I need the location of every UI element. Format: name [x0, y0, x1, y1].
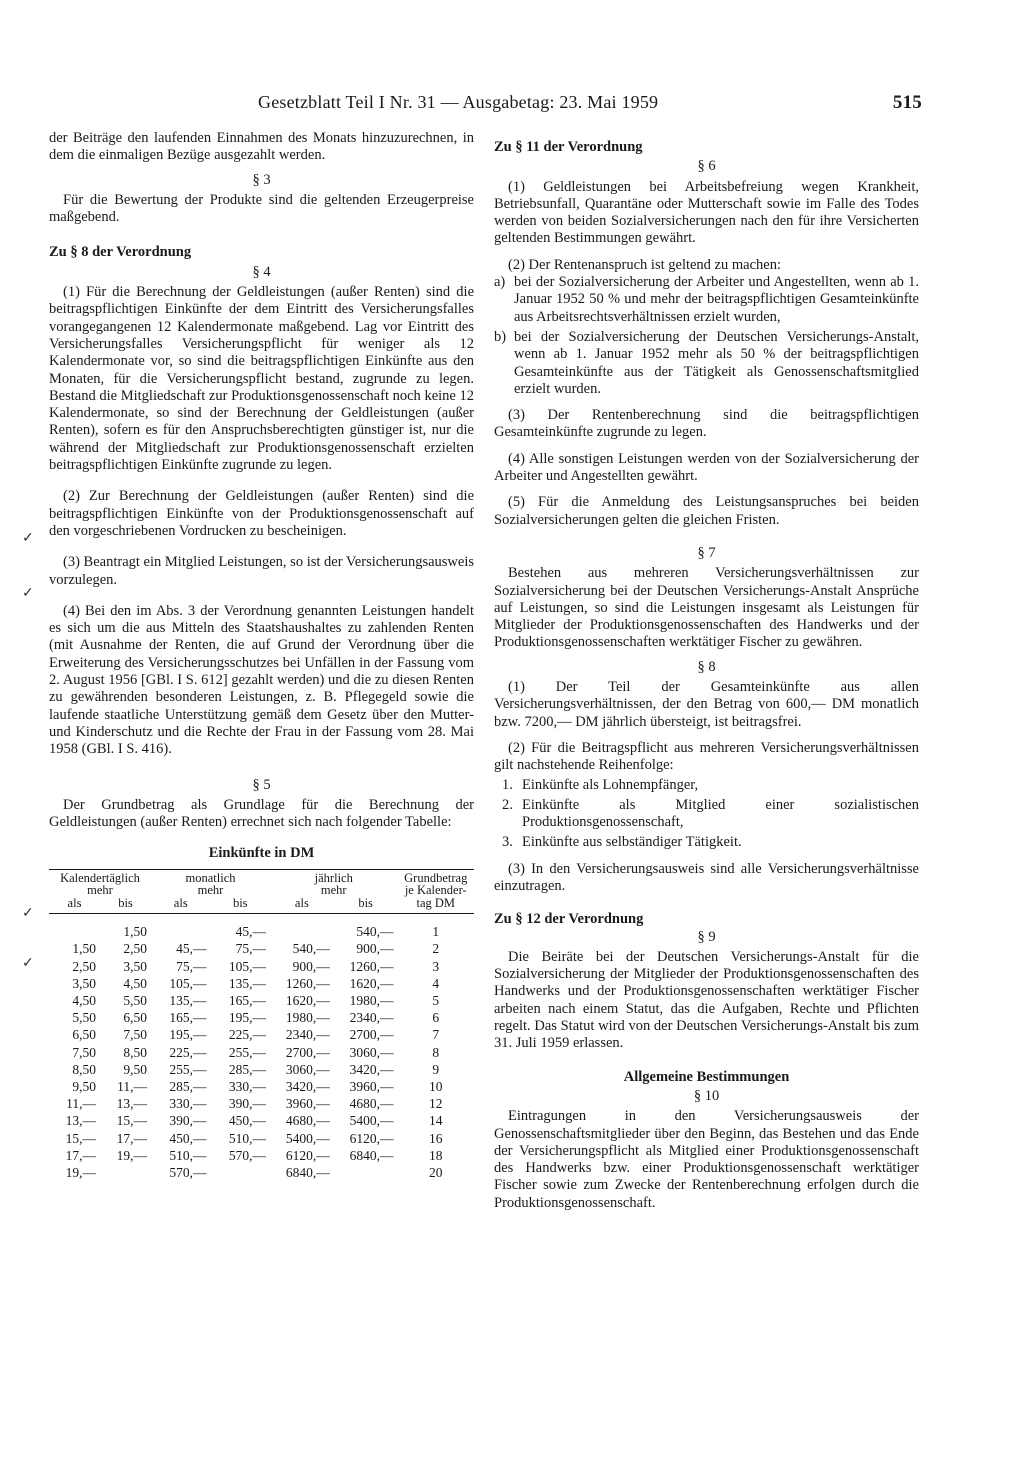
section-9-title: § 9 [697, 928, 716, 945]
table-cell: 75,— [235, 941, 266, 957]
table-cell: 1,50 [72, 941, 96, 957]
table-cell: 195,— [169, 1027, 207, 1043]
table-cell: 1980,— [349, 993, 394, 1008]
table-cell: 3060,— [349, 1044, 394, 1060]
table-cell: 4680,— [349, 1096, 394, 1112]
margin-tick-mark: ✓ [22, 956, 34, 971]
table-cell [211, 1164, 271, 1181]
table-cell: 14 [429, 1113, 443, 1129]
list-item-3 [502, 834, 919, 851]
table-cell: 1,50 [123, 924, 147, 940]
section-5-title: § 5 [252, 776, 271, 793]
section-3-title: § 3 [252, 171, 271, 188]
section-7-text: Bestehen aus mehreren Versicherungsverhältnissen zur Sozialversicherung bei der Deutschen Versicherungs-Anstalt Ansprüche auf Leistungen, so sind die Leistungen insgesamt als Leistungen für Mitglieder der Produktionsgenossenschaften des Handwerks und der Produktionsgenossenschaften werktätiger Fischer zu gewähren. [494, 565, 919, 651]
margin-tick-mark: ✓ [22, 586, 34, 601]
list-item-2 [502, 797, 919, 832]
table-cell: 19,— [65, 1165, 96, 1181]
table-cell: 6840,— [285, 1165, 330, 1181]
list-text: bei der Sozialversicherung der Arbeiter und Angestellten, wenn ab 1. Januar 1952 50 % und mehr der beitragspflichtigen Gesamteinkünfte aus Arbeitsrechtsverhältnissen erzielt wurden, [514, 274, 919, 325]
table-cell: 15,— [116, 1113, 147, 1129]
table-cell: 330,— [228, 1079, 266, 1095]
paragraph-intro: der Beiträge den laufenden Einnahmen des Monats hinzuzurechnen, in dem die einmaligen Bezüge ausgezahlt werden. [49, 130, 474, 164]
table-cell: 285,— [228, 1061, 266, 1077]
section-6-para-2: (2) Der Rentenanspruch ist geltend zu machen: [508, 256, 781, 273]
table-cell: 2700,— [349, 1027, 394, 1043]
table-cell: 1 [432, 924, 440, 940]
table-cell: 105,— [228, 958, 266, 974]
list-text: bei der Sozialversicherung der Deutschen Versicherungs-Anstalt, wenn ab 1. Januar 1952 mehr als 50 % der beitragspflichtigen Gesamteinkünfte aus der Tätigkeit als Genossenschaftsmitglied erzielt wurden. [514, 328, 919, 397]
table-cell: 7 [432, 1027, 440, 1043]
table-cell: 5400,— [285, 1130, 330, 1146]
income-table [49, 869, 474, 1182]
left-column [49, 130, 474, 1181]
table-cell: 3,50 [123, 958, 147, 974]
table-cell: 1260,— [349, 958, 394, 974]
table-cell: 165,— [169, 1010, 207, 1026]
table-cell: 2340,— [285, 1027, 330, 1043]
table-cell: 390,— [228, 1096, 266, 1112]
table-cell: 11,— [66, 1096, 96, 1112]
table-cell: 10 [429, 1079, 443, 1095]
col-header-grundbetrag: Grundbetrag je Kalender- tag DM [398, 869, 475, 914]
subheader-bis: bis [334, 897, 398, 914]
table-cell [151, 914, 211, 941]
table-cell: 5400,— [349, 1113, 394, 1129]
table-cell: 900,— [292, 958, 330, 974]
heading-allgemeine-bestimmungen: Allgemeine Bestimmungen [623, 1068, 790, 1085]
table-cell: 165,— [228, 993, 266, 1008]
margin-tick-mark: ✓ [22, 531, 34, 546]
list-label: 2. [502, 796, 513, 813]
table-cell: 18 [429, 1147, 443, 1163]
table-row [49, 1026, 474, 1043]
table-row [49, 1112, 474, 1129]
table-cell: 1620,— [349, 975, 394, 991]
table-cell: 5 [432, 993, 440, 1008]
list-text: Einkünfte aus selbständiger Tätigkeit. [522, 834, 742, 851]
table-cell: 4 [432, 975, 440, 991]
table-cell: 510,— [228, 1130, 266, 1146]
table-cell: 11,— [117, 1079, 147, 1095]
table-cell: 9 [432, 1061, 440, 1077]
section-4-para-4: (4) Bei den im Abs. 3 der Verordnung genannten Leistungen handelt es sich um die aus Mitteln des Staatshaushaltes zu zahlenden Renten (mit Ausnahme der Renten, die auf Grund der Verordnung über die Erweiterung des Versicherungsschutzes bei Unfällen in der Fassung vom 2. August 1956 [GBl. I S. 612] gezahlt werden) und die zu diesen Renten zu gewährenden besonderen Leistungen, z. B. Pflegegeld sowie die laufende staatliche Unterstützung gemäß dem Gesetz über den Mutter- und Kinderschutz und die Rechte der Frau in der Fassung vom 28. Mai 1958 (GBl. I S. 416). [49, 602, 474, 758]
table-cell: 570,— [169, 1165, 207, 1181]
table-cell: 6 [432, 1010, 440, 1026]
table-cell: 4680,— [285, 1113, 330, 1129]
table-cell: 6,50 [123, 1010, 147, 1026]
col-header-monthly: monatlich mehr [151, 869, 270, 897]
subheader-bis: bis [211, 897, 271, 914]
section-4-para-3: (3) Beantragt ein Mitglied Leistungen, so ist der Versicherungsausweis vorzulegen. [49, 554, 474, 588]
table-cell: 2340,— [349, 1010, 394, 1026]
section-8-para-1: (1) Der Teil der Gesamteinkünfte aus allen Versicherungsverhältnissen, der den Betrag von 600,— DM monatlich bzw. 7200,— DM jährlich übersteigt, ist beitragsfrei. [494, 679, 919, 730]
table-cell: 390,— [169, 1113, 207, 1129]
section-6-title: § 6 [697, 158, 716, 175]
list-item-1 [502, 777, 919, 794]
page-header [258, 92, 922, 118]
subheader-als: als [270, 897, 334, 914]
table-row [49, 940, 474, 957]
table-cell: 900,— [356, 941, 394, 957]
section-8-para-2: (2) Für die Beitragspflicht aus mehreren Versicherungsverhältnissen gilt nachstehende Reihenfolge: [494, 739, 919, 774]
table-row [49, 1078, 474, 1095]
section-7-title: § 7 [697, 544, 716, 561]
section-3-text: Für die Bewertung der Produkte sind die geltenden Erzeugerpreise maßgebend. [49, 191, 474, 226]
table-title: Einkünfte in DM [208, 845, 315, 862]
table-cell: 135,— [228, 975, 266, 991]
list-text: Einkünfte als Lohnempfänger, [522, 776, 699, 793]
list-item-b [494, 329, 919, 398]
table-cell: 6,50 [72, 1027, 96, 1043]
list-label: 1. [502, 776, 513, 793]
table-cell: 330,— [169, 1096, 207, 1112]
section-5-text: Der Grundbetrag als Grundlage für die Berechnung der Geldleistungen (außer Renten) errechnet sich nach folgender Tabelle: [49, 796, 474, 831]
table-cell: 7,50 [72, 1044, 96, 1060]
table-row [49, 1164, 474, 1181]
table-cell: 12 [429, 1096, 443, 1112]
table-cell: 2,50 [123, 941, 147, 957]
table-cell: 5,50 [72, 1010, 96, 1026]
table-cell: 255,— [169, 1061, 207, 1077]
table-cell: 17,— [65, 1147, 96, 1163]
table-cell: 8 [432, 1044, 440, 1060]
heading-zu-12: Zu § 12 der Verordnung [494, 911, 644, 928]
table-cell: 3,50 [72, 975, 96, 991]
table-cell: 510,— [169, 1147, 207, 1163]
table-cell: 3420,— [285, 1079, 330, 1095]
table-cell: 8,50 [123, 1044, 147, 1060]
table-cell: 2,50 [72, 958, 96, 974]
table-cell: 7,50 [123, 1027, 147, 1043]
table-cell: 3960,— [349, 1079, 394, 1095]
section-8-title: § 8 [697, 658, 716, 675]
table-cell: 4,50 [72, 993, 96, 1008]
table-row [49, 975, 474, 992]
table-row [49, 958, 474, 975]
section-10-text: Eintragungen in den Versicherungsausweis der Genossenschaftsmitglieder über den Beginn, das Bestehen und das Ende der Versicherungspflicht als Mitglied einer Produktionsgenossenschaft des Handwerks bzw. einer Produktionsgenossenschaft werktätiger Fischer sowie zum Zwecke der Rentenberechnung erfolgen durch die Produktionsgenossenschaft. [494, 1108, 919, 1211]
table-row [49, 1147, 474, 1164]
table-cell: 1260,— [285, 975, 330, 991]
table-body [49, 914, 474, 1182]
col-header-daily: Kalendertäglich mehr [49, 869, 151, 897]
section-9-text: Die Beiräte bei der Deutschen Versicherungs-Anstalt für die Sozialversicherung der Mitglieder der Produktionsgenossenschaften des Handwerks und der Produktionsgenossenschaften werktätiger Fischer arbeiten nach einem Statut, das die Aufgaben, Rechte und Pflichten regelt. Das Statut wird von der Deutschen Versicherungs-Anstalt bis zum 31. Juli 1959 erlassen. [494, 948, 919, 1052]
table-cell: 3960,— [285, 1096, 330, 1112]
table-cell: 15,— [65, 1130, 96, 1146]
section-4-title: § 4 [252, 263, 271, 280]
margin-tick-mark: ✓ [22, 906, 34, 921]
table-cell: 450,— [169, 1130, 207, 1146]
table-row [49, 914, 474, 941]
table-row [49, 992, 474, 1009]
table-cell: 75,— [176, 958, 207, 974]
page-number: 515 [892, 92, 922, 113]
ordered-list [494, 777, 919, 852]
header-title: Gesetzblatt Teil I Nr. 31 — Ausgabetag: 23. Mai 1959 [258, 92, 659, 112]
section-10-title: § 10 [693, 1087, 720, 1104]
table-cell: 9,50 [72, 1079, 96, 1095]
table-cell: 2700,— [285, 1044, 330, 1060]
table-cell: 1620,— [285, 993, 330, 1008]
table-cell: 9,50 [123, 1061, 147, 1077]
table-cell: 3 [432, 958, 440, 974]
table-cell: 19,— [116, 1147, 147, 1163]
table-cell: 105,— [169, 975, 207, 991]
table-cell: 13,— [116, 1096, 147, 1112]
table-cell: 5,50 [123, 993, 147, 1008]
table-cell: 6120,— [349, 1130, 394, 1146]
section-8-para-3: (3) In den Versicherungsausweis sind alle Versicherungsverhältnisse einzutragen. [494, 860, 919, 894]
table-cell: 2 [432, 941, 440, 957]
table-cell: 450,— [228, 1113, 266, 1129]
table-row [49, 1061, 474, 1078]
table-cell: 6120,— [285, 1147, 330, 1163]
right-column [494, 130, 919, 1212]
table-cell: 195,— [228, 1010, 266, 1026]
section-6-para-5: (5) Für die Anmeldung des Leistungsanspruches bei beiden Sozialversicherungen gelten die gleichen Fristen. [494, 494, 919, 528]
heading-zu-8: Zu § 8 der Verordnung [49, 244, 192, 261]
section-6-para-4: (4) Alle sonstigen Leistungen werden von der Sozialversicherung der Arbeiter und Angestellten gewährt. [494, 450, 919, 485]
subheader-als: als [49, 897, 100, 914]
table-cell: 13,— [65, 1113, 96, 1129]
table-cell [49, 914, 100, 941]
section-4-para-2: (2) Zur Berechnung der Geldleistungen (außer Renten) sind die beitragspflichtigen Einkünfte von der Produktionsgenossenschaft auf den vorgeschriebenen Vordrucken zu bescheinigen. [49, 488, 474, 539]
table-cell: 540,— [356, 924, 394, 940]
table-cell: 135,— [169, 993, 207, 1008]
table-cell: 17,— [116, 1130, 147, 1146]
table-row [49, 1009, 474, 1026]
table-cell: 570,— [228, 1147, 266, 1163]
heading-zu-11: Zu § 11 der Verordnung [494, 139, 643, 155]
table-cell: 225,— [169, 1044, 207, 1060]
table-cell [100, 1164, 151, 1181]
table-row [49, 1044, 474, 1061]
list-text: Einkünfte als Mitglied einer sozialistischen Produktionsgenossenschaft, [522, 796, 919, 831]
section-6-para-1: (1) Geldleistungen bei Arbeitsbefreiung wegen Krankheit, Betriebsunfall, Quarantäne oder Mutterschaft sowie im Falle des Todes werden von beiden Sozialversicherungen nach den für ihre Versicherten geltenden Bestimmungen gewährt. [494, 178, 919, 247]
table-cell: 45,— [176, 941, 207, 957]
table-row [49, 1095, 474, 1112]
table-cell: 540,— [292, 941, 330, 957]
list-label: 3. [502, 834, 513, 851]
list-item-a [494, 274, 919, 326]
table-cell: 1980,— [285, 1010, 330, 1026]
table-cell: 285,— [169, 1079, 207, 1095]
table-cell: 6840,— [349, 1147, 394, 1163]
table-cell: 225,— [228, 1027, 266, 1043]
table-cell: 8,50 [72, 1061, 96, 1077]
section-6-para-3: (3) Der Rentenberechnung sind die beitragspflichtigen Gesamteinkünfte zugrunde zu legen. [494, 407, 919, 441]
subheader-als: als [151, 897, 211, 914]
section-4-para-1: (1) Für die Berechnung der Geldleistungen (außer Renten) sind die beitragspflichtigen Einkünfte der dem Eintritt des Versicherungsfalles vorangegangenen 12 Kalendermonate maßgebend. Lag vor Eintritt des Versicherungsfalles Versicherungspflicht für weniger als 12 Kalendermonate vor, so sind die beitragspflichtigen Einkünfte aus den Monaten, für die Versicherungspflicht bestand, zugrunde zu legen. Bestand die Mitgliedschaft zur Produktionsgenossenschaft noch keine 12 Kalendermonate, so sind der Berechnung der Geldleistungen (außer Renten), sofern es für den Anspruchsberechtigten günstiger ist, nur die während der Mitgliedschaft zur Produktionsgenossenschaft erzielten beitragspflichtigen Einkünfte zugrunde zu legen. [49, 284, 474, 474]
table-cell: 45,— [235, 924, 266, 940]
table-cell: 255,— [228, 1044, 266, 1060]
table-cell: 16 [429, 1130, 443, 1146]
table-cell: 4,50 [123, 975, 147, 991]
table-cell [270, 914, 334, 941]
table-cell: 3420,— [349, 1061, 394, 1077]
list-label: b) [494, 328, 507, 345]
table-row [49, 1130, 474, 1147]
table-cell: 3060,— [285, 1061, 330, 1077]
list-label: a) [494, 274, 506, 291]
subheader-bis: bis [100, 897, 151, 914]
table-cell [334, 1164, 398, 1181]
col-header-yearly: jährlich mehr [270, 869, 398, 897]
table-cell: 20 [429, 1165, 443, 1181]
